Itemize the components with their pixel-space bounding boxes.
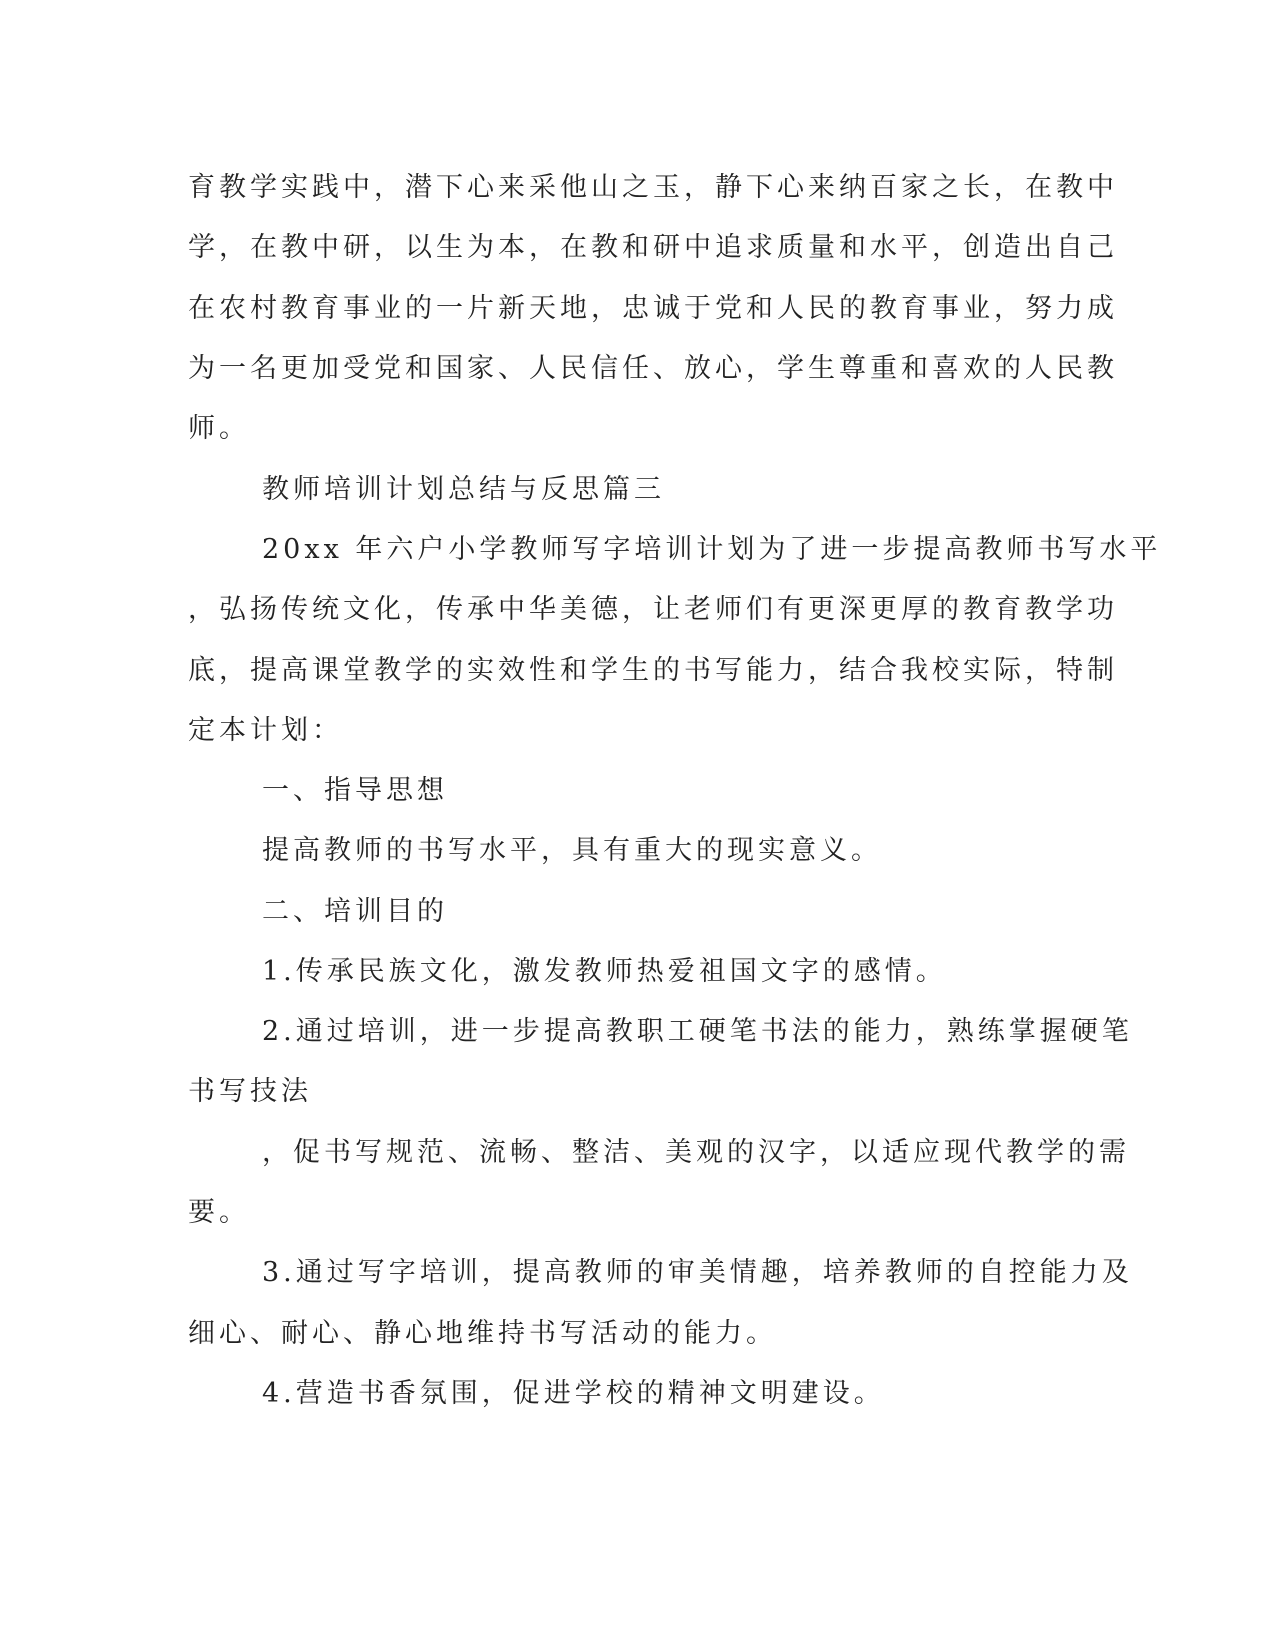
list-item-text: 细心、耐心、静心地维持书写活动的能力。 bbox=[188, 1318, 777, 1349]
list-item-text: ，促书写规范、流畅、整洁、美观的汉字，以适应现代教学的需 bbox=[262, 1137, 1130, 1168]
body-text-line: 20xx 年六户小学教师写字培训计划为了进一步提高教师书写水平 bbox=[262, 534, 1162, 565]
body-text-line: 底，提高课堂教学的实效性和学生的书写能力，结合我校实际，特制 bbox=[188, 655, 1118, 686]
body-text-line: 定本计划： bbox=[188, 715, 343, 746]
body-text-line: ，弘扬传统文化，传承中华美德，让老师们有更深更厚的教育教学功 bbox=[188, 594, 1118, 625]
list-item-text: 3.通过写字培训，提高教师的审美情趣，培养教师的自控能力及 bbox=[262, 1257, 1133, 1288]
list-item-text: 要。 bbox=[188, 1197, 250, 1228]
body-text-line: 育教学实践中，潜下心来采他山之玉，静下心来纳百家之长，在教中 bbox=[188, 172, 1118, 203]
list-item-text: 4.营造书香氛围，促进学校的精神文明建设。 bbox=[262, 1378, 885, 1409]
list-item-text: 2.通过培训，进一步提高教职工硬笔书法的能力，熟练掌握硬笔 bbox=[262, 1016, 1133, 1047]
subsection-heading: 二、培训目的 bbox=[262, 896, 448, 927]
body-text-line: 在农村教育事业的一片新天地，忠诚于党和人民的教育事业，努力成 bbox=[188, 293, 1118, 324]
body-text-line: 提高教师的书写水平，具有重大的现实意义。 bbox=[262, 835, 882, 866]
section-heading: 教师培训计划总结与反思篇三 bbox=[262, 474, 665, 505]
body-text-line: 学，在教中研，以生为本，在教和研中追求质量和水平，创造出自己 bbox=[188, 232, 1118, 263]
body-text-line: 师。 bbox=[188, 413, 250, 444]
body-text-line: 为一名更加受党和国家、人民信任、放心，学生尊重和喜欢的人民教 bbox=[188, 353, 1118, 384]
list-item-text: 1.传承民族文化，激发教师热爱祖国文字的感情。 bbox=[262, 956, 947, 987]
subsection-heading: 一、指导思想 bbox=[262, 775, 448, 806]
list-item-text: 书写技法 bbox=[188, 1076, 312, 1107]
